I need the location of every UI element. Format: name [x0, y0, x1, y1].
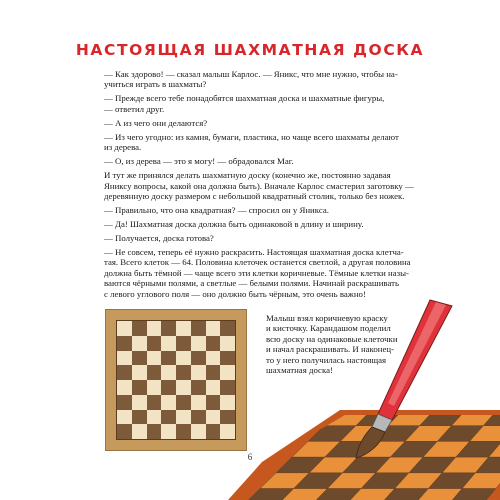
text-line: деревянную доску размером с небольшой квадратный столик, только без ножек.: [104, 191, 405, 202]
text-line: — Как здорово! — сказал малыш Карлос. — Яникс, что мне нужно, чтобы на-: [104, 69, 398, 79]
caption-line: всю доску на одинаковые клеточки: [266, 333, 398, 344]
text-line: — А из чего они делаются?: [104, 117, 208, 128]
text-line: учиться играть в шахматы?: [104, 79, 207, 90]
text-line: Яниксу вопросы, какой она должна быть). Вначале Карлос смастерил заготовку —: [104, 180, 414, 191]
caption-line: и начал раскрашивать. И наконец-: [266, 344, 395, 355]
text-line: — Из чего угодно: из камня, бумаги, пластика, но чаще всего шахматы делают: [104, 131, 399, 142]
page-number: 6: [247, 452, 253, 462]
text-line: — Правильно, что она квадратная? — спросил он у Яникса.: [104, 205, 329, 216]
caption-line: Малыш взял коричневую краску: [266, 313, 388, 323]
text-line: — Не совсем, теперь её нужно раскрасить. Настоящая шахматная доска клетча-: [104, 247, 404, 258]
caption-line: и кисточку. Карандашом поделил: [266, 323, 391, 334]
text-line: тая. Всего клеток — 64. Половина клеточек останется светлой, а другая половина: [104, 257, 411, 268]
caption-line: шахматная доска!: [266, 365, 333, 376]
text-line: — О, из дерева — это я могу! — обрадовался Маг.: [104, 156, 294, 167]
text-line: — Получается, доска готова?: [104, 233, 214, 244]
brush-highlight: [388, 302, 446, 406]
page-title: НАСТОЯЩАЯ ШАХМАТНАЯ ДОСКА: [75, 41, 425, 59]
text-line: из дерева.: [104, 142, 142, 153]
text-line: — Прежде всего тебе понадобятся шахматная доска и шахматные фигуры,: [104, 93, 385, 104]
text-line: — ответил друг.: [104, 103, 165, 114]
text-line: И тут же принялся делать шахматную доску (конечно же, постоянно задавая: [104, 170, 391, 181]
caption-line: то у него получилась настоящая: [266, 354, 387, 365]
text-line: должна быть тёмной — чаще всего эти клетки коричневые. Тёмные клетки назы-: [104, 267, 409, 278]
text-line: — Да! Шахматная доска должна быть одинаковой в длину и ширину.: [104, 219, 364, 230]
text-line: с левого углового поля — оно должно быть чёрным, это очень важно!: [104, 288, 366, 299]
text-line: ваются чёрными полями, а светлые — белыми полями. Начинай раскрашивать: [104, 278, 399, 289]
